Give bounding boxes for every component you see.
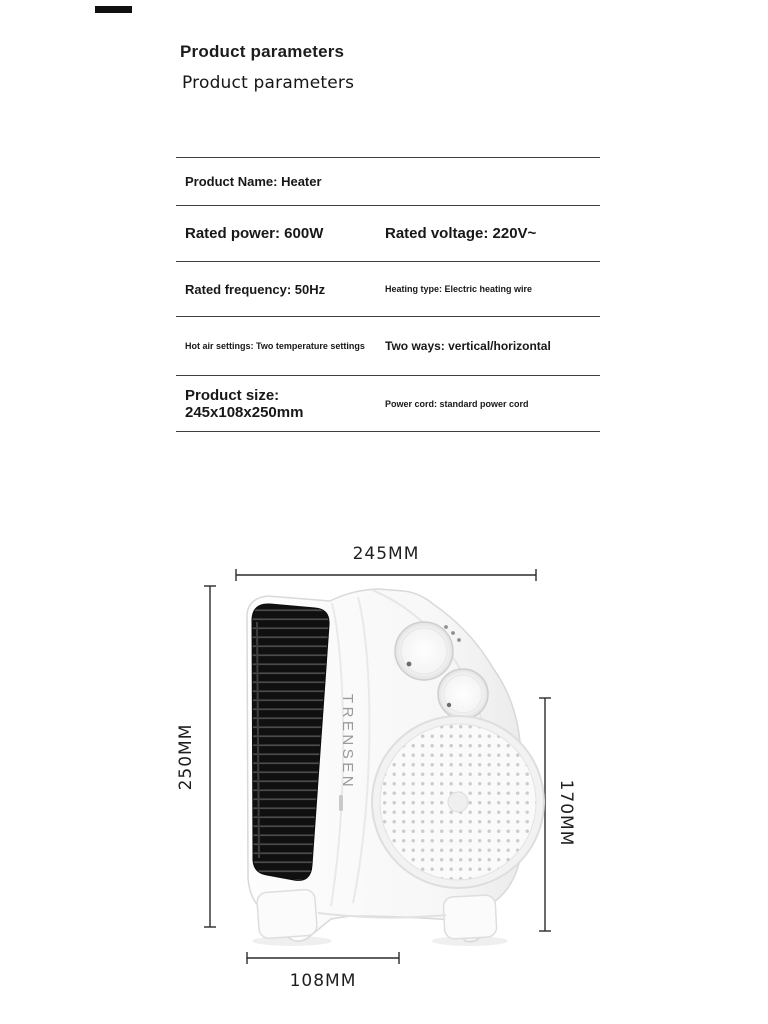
spec-rated-voltage: Rated voltage: 220V~ [385,225,537,242]
spec-two-ways: Two ways: vertical/horizontal [385,339,551,353]
spec-rated-power: Rated power: 600W [185,225,324,242]
brand-text: TRENSEN [339,693,356,791]
dim-label-depth: 108MM [289,971,357,991]
spec-hot-air-settings: Hot air settings: Two temperature settings [185,341,365,351]
page-subtitle: Product parameters [182,73,355,93]
foot-right [443,895,497,940]
intake-grille [372,716,544,888]
dim-label-height-right: 170MM [556,779,576,847]
heater-illustration [247,589,544,946]
spec-rated-frequency: Rated frequency: 50Hz [185,281,326,297]
small-print-mark [339,795,343,811]
knob-top [395,622,453,680]
foot-left [256,889,317,939]
spec-product-name: Product Name: Heater [185,174,322,189]
spec-power-cord: Power cord: standard power cord [385,398,529,409]
spec-heating-type: Heating type: Electric heating wire [385,284,533,294]
dim-label-height-left: 250MM [176,723,196,791]
dim-label-width: 245MM [352,544,420,564]
knob-bottom-indicator [447,703,451,707]
spec-product-size: Product size: 245x108x250mm [185,386,304,421]
knob-top-indicator [407,662,412,667]
page-title: Product parameters [180,42,345,61]
knob-bottom [438,669,488,719]
